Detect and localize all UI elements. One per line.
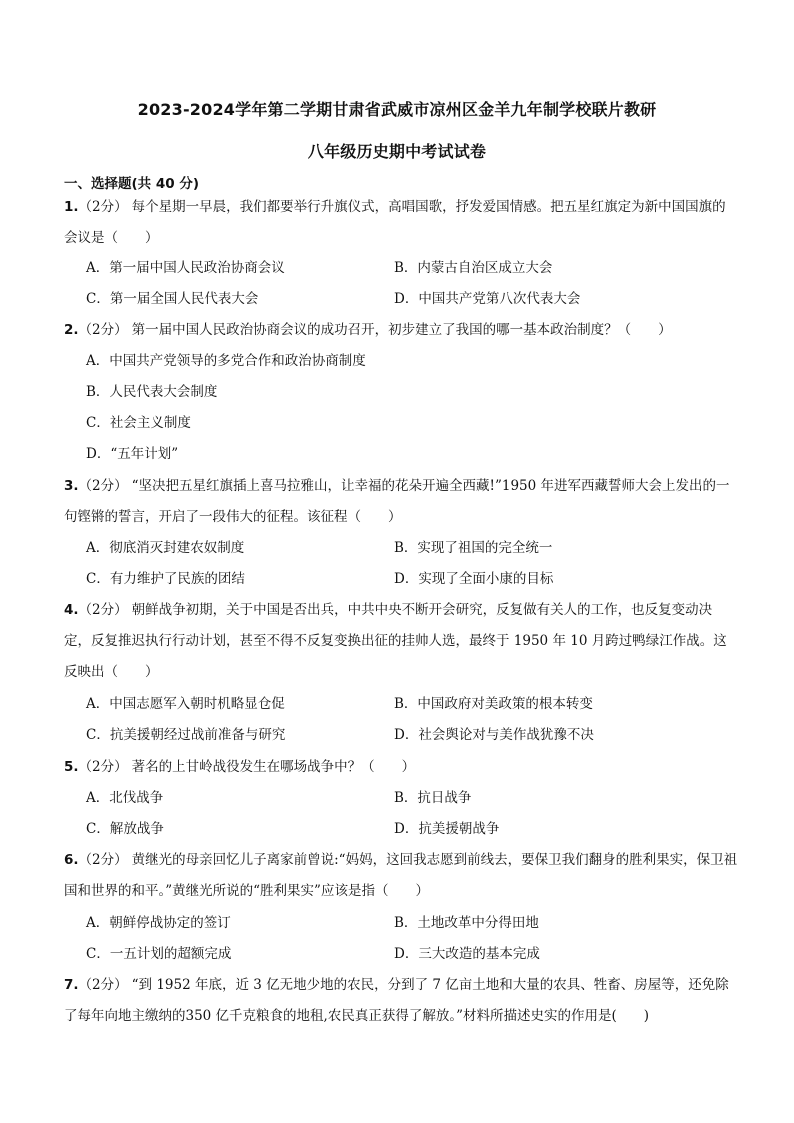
question-score: （2分） <box>78 322 128 338</box>
question-score: （2分） <box>78 478 128 494</box>
question-stem: “坚决把五星红旗插上喜马拉雅山，让幸福的花朵开遍全西藏!”1950 年进军西藏誓师大会上发出的一句铿锵的誓言，开启了一段伟大的征程。该征程（ ） <box>64 478 730 525</box>
option-c: C．社会主义制度 <box>86 415 191 431</box>
question-number: 1. <box>64 199 79 215</box>
option-d: D．社会舆论对与美作战犹豫不决 <box>394 727 594 743</box>
option-c: C．第一届全国人民代表大会 <box>86 291 259 307</box>
question-6 <box>64 845 738 907</box>
question-number: 6. <box>64 852 79 868</box>
option-c: C．一五计划的超额完成 <box>86 946 232 962</box>
option-b: B．实现了祖国的完全统一 <box>394 540 553 556</box>
question-stem: 第一届中国人民政治协商会议的成功召开，初步建立了我国的哪一基本政治制度？（ ） <box>131 322 672 338</box>
option-a: A．朝鲜停战协定的签订 <box>86 915 231 931</box>
question-number: 3. <box>64 478 79 494</box>
question-stem: 每个星期一早晨，我们都要举行升旗仪式，高唱国歌，抒发爱国情感。把五星红旗定为新中国国旗的会议是（ ） <box>64 199 726 246</box>
exam-title-line2: 八年级历史期中考试试卷 <box>307 142 487 161</box>
option-a: A．中国志愿军入朝时机略显仓促 <box>86 696 285 712</box>
question-number: 5. <box>64 759 79 775</box>
question-score: （2分） <box>78 977 128 993</box>
section-header: 一、选择题(共 40 分) <box>64 176 200 192</box>
question-2-options <box>86 346 736 470</box>
option-b: B．内蒙古自治区成立大会 <box>394 260 553 276</box>
question-5-options <box>86 783 736 845</box>
question-5 <box>64 752 738 783</box>
question-1-options <box>86 253 736 315</box>
question-stem: 著名的上甘岭战役发生在哪场战争中？（ ） <box>131 759 416 775</box>
option-d: D．中国共产党第八次代表大会 <box>394 291 581 307</box>
question-6-options <box>86 908 736 970</box>
question-1 <box>64 192 738 254</box>
question-4 <box>64 595 738 688</box>
question-stem: 朝鲜战争初期，关于中国是否出兵，中共中央不断开会研究，反复做有关人的工作，也反复变动决定，反复推迟执行行动计划，甚至不得不反复变换出征的挂帅人选，最终于 1950 年 10 月跨过鸭绿江作战。这反映出（ ） <box>64 602 727 680</box>
question-number: 4. <box>64 602 79 618</box>
option-c: C．有力维护了民族的团结 <box>86 571 245 587</box>
option-a: A．彻底消灭封建农奴制度 <box>86 540 245 556</box>
option-b: B．人民代表大会制度 <box>86 384 218 400</box>
question-stem: 黄继光的母亲回忆儿子离家前曾说:“妈妈，这回我志愿到前线去，要保卫我们翻身的胜利果实，保卫祖国和世界的和平。”黄继光所说的“胜利果实”应该是指（ ） <box>64 852 738 899</box>
option-a: A．中国共产党领导的多党合作和政治协商制度 <box>86 353 366 369</box>
option-d: D．实现了全面小康的目标 <box>394 571 554 587</box>
question-2 <box>64 315 738 346</box>
option-b: B．中国政府对美政策的根本转变 <box>394 696 593 712</box>
question-stem: “到 1952 年底，近 3 亿无地少地的农民，分到了 7 亿亩土地和大量的农具、牲畜、房屋等，还免除了每年向地主缴纳的350 亿千克粮食的地租,农民真正获得了解放。”材料所描述史实的作用是( ) <box>64 977 729 1024</box>
option-c: C．抗美援朝经过战前准备与研究 <box>86 727 286 743</box>
question-score: （2分） <box>78 759 128 775</box>
question-4-options <box>86 689 736 751</box>
question-score: （2分） <box>78 852 128 868</box>
option-d: D．抗美援朝战争 <box>394 821 500 837</box>
question-3-options <box>86 533 736 595</box>
question-score: （2分） <box>78 199 128 215</box>
option-c: C．解放战争 <box>86 821 164 837</box>
question-number: 7. <box>64 977 79 993</box>
option-d: D．“五年计划” <box>86 446 179 462</box>
question-score: （2分） <box>78 602 128 618</box>
option-b: B．抗日战争 <box>394 790 472 806</box>
question-3 <box>64 471 738 533</box>
option-a: A．北伐战争 <box>86 790 164 806</box>
question-number: 2. <box>64 322 79 338</box>
option-d: D．三大改造的基本完成 <box>394 946 540 962</box>
question-7 <box>64 970 738 1032</box>
exam-title-line1: 2023-2024学年第二学期甘肃省武威市凉州区金羊九年制学校联片教研 <box>137 100 657 119</box>
option-a: A．第一届中国人民政治协商会议 <box>86 260 285 276</box>
option-b: B．土地改革中分得田地 <box>394 915 539 931</box>
